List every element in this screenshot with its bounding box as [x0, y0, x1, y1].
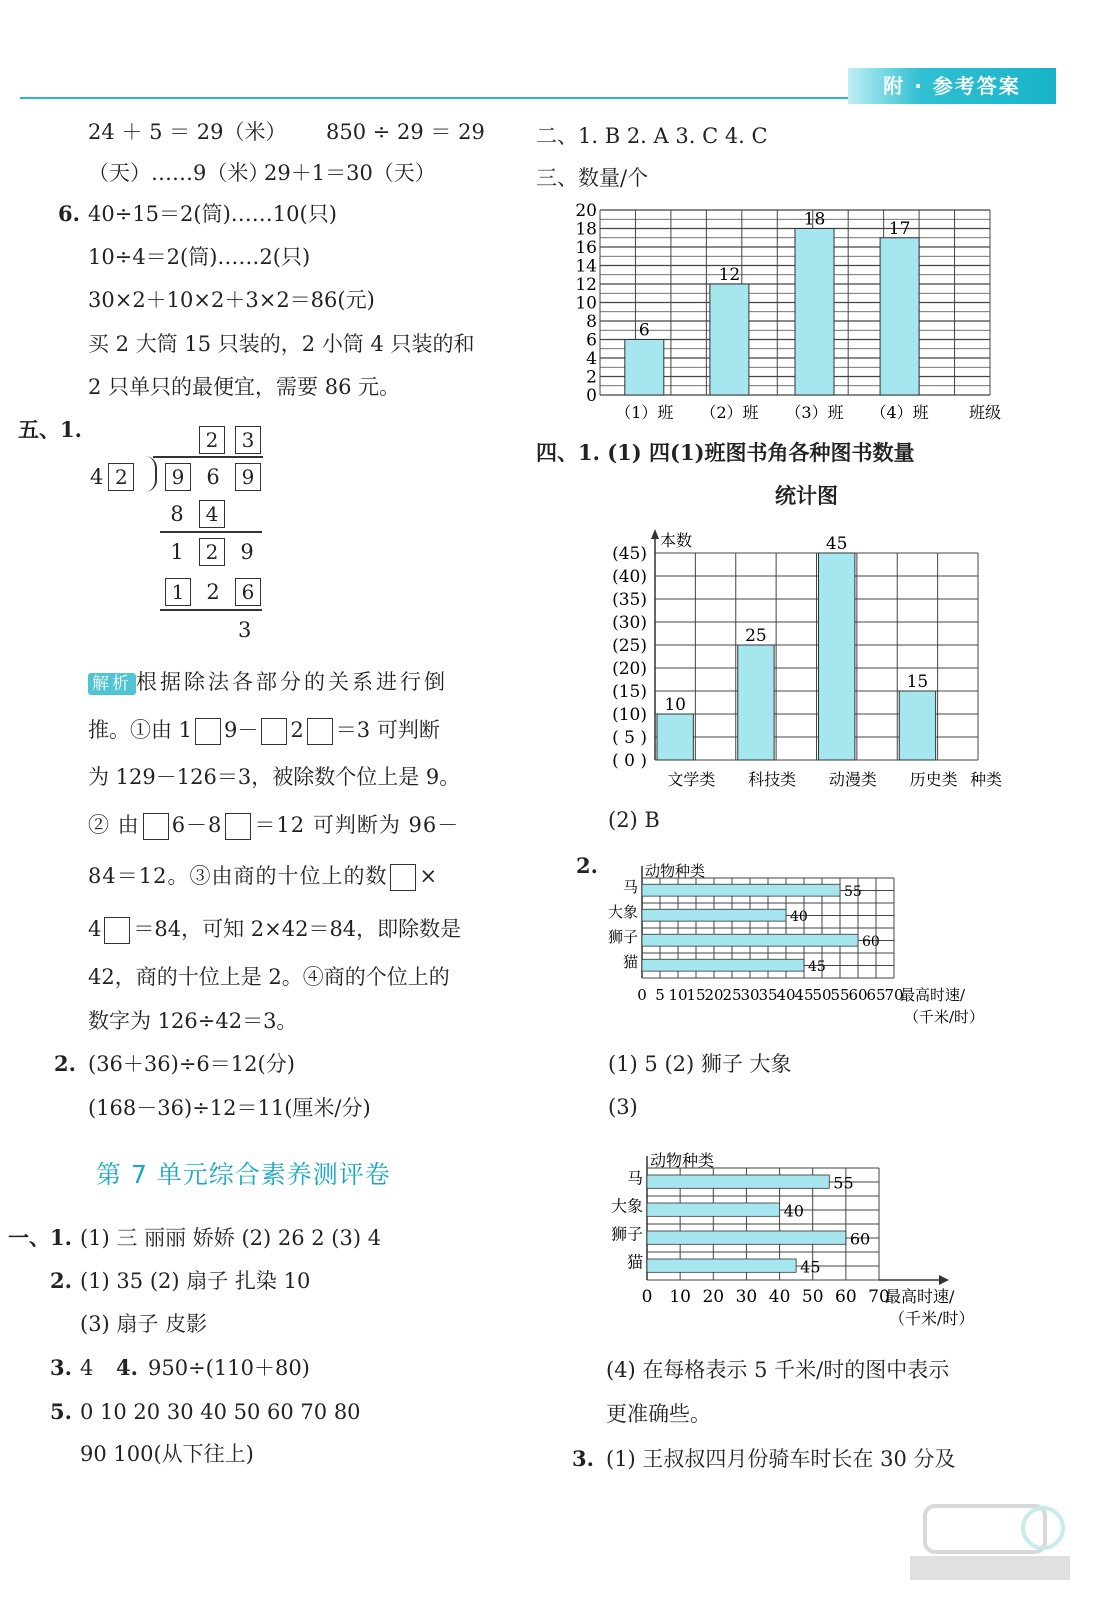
book-bar-chart: [600, 525, 1020, 795]
x-tick-label: 65: [866, 986, 886, 1004]
explanation-text: ② 由: [88, 813, 140, 837]
bar-value-label: 60: [862, 934, 880, 951]
dividend-digit-box: 9: [235, 463, 261, 491]
x-axis-label: 班级: [968, 403, 1002, 422]
division-bar: [153, 456, 263, 458]
y-tick-label: 0: [586, 386, 597, 406]
line-3: 40÷15＝2(筒)……10(只): [88, 202, 337, 226]
x-tick-label: 45: [794, 986, 814, 1004]
answer-3: 4: [80, 1356, 94, 1380]
x-tick-label: 50: [812, 986, 832, 1004]
x-tick-label: （2）班: [700, 403, 759, 422]
y-axis-label: 动物种类: [650, 1151, 715, 1170]
answer-4-2: (2) B: [608, 808, 660, 832]
explanation-line-6: [88, 917, 461, 944]
explanation-line-2: [88, 718, 440, 745]
explanation-text: ＝84，可知 2×42＝84，即除数是: [133, 917, 462, 941]
answer-2: (1) 35 (2) 扇子 扎染 10: [80, 1269, 311, 1293]
section-4-title-2: 统计图: [775, 483, 838, 508]
remainder-digit: 9: [240, 540, 254, 564]
x-axis-unit: （千米/时）: [889, 1309, 975, 1328]
explanation-text: 4: [88, 917, 102, 941]
y-tick-label: (15): [612, 682, 647, 702]
x-tick-label: 50: [801, 1287, 824, 1307]
explanation-line-3: 为 129－126＝3，被除数个位上是 9。: [88, 765, 461, 789]
blank-box: [390, 864, 416, 891]
line-5: 30×2＋10×2＋3×2＝86(元): [88, 288, 375, 312]
y-tick-label: (40): [612, 567, 647, 587]
line-6: 买 2 大筒 15 只装的，2 小筒 4 只装的和: [88, 332, 475, 356]
product-digit-box: 1: [165, 578, 191, 606]
x-tick-label: 15: [686, 986, 706, 1004]
bar: [642, 909, 786, 921]
x-tick-label: 55: [830, 986, 850, 1004]
category-label: 狮子: [607, 927, 638, 946]
bar-value-label: 17: [888, 218, 911, 239]
y-tick-label: 16: [575, 238, 597, 258]
explanation-text: ＝12 可判断为 96－: [254, 813, 460, 837]
answer-3-label: (3): [608, 1095, 638, 1119]
blank-box: [195, 718, 221, 745]
section-2-answers: 二、1. B 2. A 3. C 4. C: [536, 124, 768, 148]
answer-4-number: 4.: [116, 1355, 138, 1380]
x-axis-arrow: [939, 1275, 949, 1285]
header-rule: [20, 97, 850, 99]
answer-2-3: (3) 扇子 皮影: [80, 1312, 208, 1336]
line-4: 10÷4＝2(筒)……2(只): [88, 245, 311, 269]
bar-value-label: 18: [803, 209, 826, 230]
x-tick-label: 10: [669, 1287, 691, 1307]
blank-box: [225, 813, 251, 840]
bar: [795, 229, 834, 396]
bar-value-label: 15: [906, 672, 929, 692]
y-tick-label: 20: [575, 201, 597, 221]
dividend-digit-box: 9: [165, 463, 191, 491]
speed-chart-10: [595, 1135, 995, 1345]
division-rule: [160, 531, 262, 533]
bar: [738, 645, 774, 760]
explanation-line-4: [88, 813, 459, 840]
y-axis-arrow: [651, 529, 659, 539]
answer-1: (1) 三 丽丽 娇娇 (2) 26 2 (3) 4: [80, 1226, 382, 1250]
x-tick-label: 5: [655, 986, 665, 1004]
unit-title: 第 7 单元综合素养测评卷: [96, 1160, 391, 1189]
x-tick-label: 25: [722, 986, 742, 1004]
answer-3-number: 3.: [50, 1355, 72, 1380]
bar: [647, 1231, 846, 1244]
divisor-digit-box: 2: [108, 463, 134, 491]
x-tick-label: （1）班: [615, 403, 674, 422]
final-remainder: 3: [238, 618, 252, 642]
remainder-digit-box: 2: [199, 538, 225, 566]
category-label: 马: [622, 877, 638, 896]
blank-box: [104, 917, 130, 944]
y-tick-label: 6: [586, 330, 597, 351]
bar-value-label: 10: [664, 695, 687, 715]
answer-3-right: (1) 王叔叔四月份骑车时长在 30 分及: [606, 1447, 956, 1471]
x-tick-label: （4）班: [870, 403, 929, 422]
explanation-line-7: 42，商的十位上是 2。④商的个位上的: [88, 965, 450, 989]
bar: [642, 959, 804, 971]
y-tick-label: (25): [612, 636, 647, 656]
line-1b: 850 ÷ 29 ＝ 29: [326, 120, 485, 144]
explanation-text: ×: [419, 864, 439, 888]
x-tick-label: 20: [702, 1287, 725, 1307]
x-tick-label: （3）班: [785, 403, 844, 422]
bar-value-label: 45: [800, 1257, 821, 1277]
x-axis-label: 最高时速/: [885, 1287, 955, 1306]
bar: [819, 553, 855, 760]
bar-value-label: 55: [833, 1173, 854, 1193]
x-tick-label: 0: [641, 1287, 653, 1307]
product-digit-box: 4: [199, 500, 225, 528]
y-tick-label: 10: [575, 293, 597, 314]
x-tick-label: 60: [848, 986, 868, 1004]
section-5-label: 五、1.: [18, 417, 82, 442]
jiexi-tag: 解析: [88, 673, 136, 695]
answer-4-right-2: 更准确些。: [606, 1402, 711, 1426]
remainder-digit: 1: [170, 540, 184, 564]
bar-value-label: 40: [783, 1201, 804, 1221]
y-tick-label: 4: [586, 349, 597, 369]
bar-value-label: 40: [790, 909, 808, 926]
y-tick-label: (35): [612, 590, 647, 610]
section-4-title: 四、1. (1) 四(1)班图书角各种图书数量: [536, 440, 915, 465]
answer-4: 950÷(110＋80): [148, 1356, 310, 1380]
y-tick-label: (45): [612, 544, 647, 564]
bar-value-label: 12: [718, 265, 741, 285]
y-tick-label: (30): [612, 613, 647, 633]
product-digit-box: 6: [235, 578, 261, 606]
bar-value-label: 25: [745, 626, 767, 646]
x-tick-label: 动漫类: [828, 770, 877, 789]
y-tick-label: 2: [586, 367, 597, 388]
y-tick-label: ( 5 ): [612, 728, 647, 748]
x-tick-label: 70: [884, 986, 904, 1004]
x-tick-label: 20: [704, 986, 724, 1004]
y-tick-label: ( 0 ): [612, 751, 647, 771]
y-tick-label: (20): [612, 659, 647, 679]
x-tick-label: 0: [637, 986, 647, 1004]
answer-2-number: 2.: [50, 1268, 72, 1293]
explanation-text: 推。①由 1: [88, 718, 193, 742]
explanation-text: 9－: [224, 718, 259, 742]
y-tick-label: 8: [586, 312, 597, 332]
blank-box: [143, 813, 169, 840]
answer-4-right: (4) 在每格表示 5 千米/时的图中表示: [606, 1358, 950, 1382]
line-1a: 24 ＋ 5 ＝ 29（米）: [88, 120, 287, 144]
bar: [642, 884, 840, 896]
section-3-label: 三、数量/个: [536, 166, 649, 190]
bar: [657, 714, 693, 760]
y-tick-label: 12: [575, 275, 597, 295]
division-rule: [160, 609, 262, 611]
x-axis-label: 最高时速/: [900, 986, 966, 1004]
bar: [710, 284, 749, 395]
line-2a: （天）……9（米）: [88, 161, 270, 185]
category-label: 狮子: [610, 1224, 643, 1244]
explanation-text: 6－8: [171, 813, 223, 837]
category-label: 马: [626, 1168, 643, 1188]
x-tick-label: 30: [735, 1287, 758, 1307]
dividend-digit: 6: [206, 465, 220, 489]
q2-right-number: 2.: [576, 853, 598, 878]
x-tick-label: 40: [776, 986, 796, 1004]
q3-number: 3.: [572, 1446, 594, 1471]
q2-number: 2.: [54, 1051, 76, 1076]
x-tick-label: 40: [768, 1287, 791, 1307]
explanation-text: 84＝12。③由商的十位上的数: [88, 864, 388, 888]
answer-5: 0 10 20 30 40 50 60 70 80: [80, 1400, 361, 1424]
y-tick-label: (10): [612, 705, 647, 725]
bar: [899, 691, 935, 760]
bar: [880, 238, 919, 395]
category-label: 大象: [607, 902, 638, 921]
watermark-logo: [905, 1488, 1075, 1588]
bar: [647, 1175, 829, 1188]
blank-box: [261, 718, 287, 745]
class-bar-chart: [570, 190, 1030, 425]
bar-value-label: 45: [825, 534, 848, 554]
x-tick-label: 科技类: [748, 770, 797, 789]
x-tick-label: 35: [758, 986, 778, 1004]
x-tick-label: 30: [740, 986, 760, 1004]
x-tick-label: 10: [668, 986, 688, 1004]
x-axis-label: 种类: [969, 770, 1003, 789]
category-label: 猫: [622, 952, 638, 971]
answer-5-number: 5.: [50, 1399, 72, 1424]
formula-2: (168－36)÷12＝11(厘米/分): [88, 1096, 371, 1120]
y-tick-label: 18: [575, 219, 597, 240]
y-tick-label: 14: [575, 256, 597, 277]
bar: [625, 340, 664, 396]
y-axis-label: 动物种类: [645, 862, 706, 880]
bar: [647, 1259, 796, 1272]
section-1-label: 一、1.: [8, 1225, 72, 1250]
formula-1: (36＋36)÷6＝12(分): [88, 1052, 295, 1076]
line-2b: 29＋1＝30（天）: [264, 161, 436, 185]
explanation-line-5: [88, 864, 438, 891]
bar: [642, 934, 858, 946]
bar-value-label: 45: [808, 959, 826, 976]
division-bracket: [143, 456, 157, 492]
bar-value-label: 55: [844, 884, 862, 901]
bar-value-label: 6: [638, 320, 650, 341]
line-7: 2 只单只的最便宜，需要 86 元。: [88, 375, 401, 399]
explanation-text: 根据除法各部分的关系进行倒: [136, 670, 448, 694]
explanation-line-8: 数字为 126÷42＝3。: [88, 1009, 298, 1033]
blank-box: [307, 718, 333, 745]
product-digit: 8: [170, 502, 184, 526]
divisor-digit: 4: [90, 465, 104, 489]
quotient-digit-box: 2: [199, 426, 225, 454]
bar: [647, 1203, 780, 1216]
x-tick-label: 历史类: [909, 770, 958, 789]
answer-5-cont: 90 100(从下往上): [80, 1442, 254, 1466]
x-axis-unit: （千米/时）: [904, 1008, 985, 1026]
x-tick-label: 70: [868, 1287, 890, 1307]
explanation-text: 2: [290, 718, 304, 742]
answer-2-right: (1) 5 (2) 狮子 大象: [608, 1052, 792, 1076]
explanation-text: ＝3 可判断: [335, 718, 440, 742]
speed-chart-5: [600, 848, 990, 1038]
bar-value-label: 60: [849, 1229, 871, 1249]
q6-number: 6.: [58, 201, 80, 226]
quotient-digit-box: 3: [235, 426, 261, 454]
category-label: 大象: [610, 1196, 643, 1216]
x-tick-label: 60: [835, 1287, 857, 1307]
category-label: 猫: [626, 1252, 643, 1272]
product-digit: 2: [206, 580, 220, 604]
explanation-line-1: [88, 670, 448, 696]
x-tick-label: 文学类: [667, 770, 716, 789]
header-tab: 附 · 参考答案: [848, 68, 1056, 104]
y-axis-label: 本数: [660, 531, 693, 550]
